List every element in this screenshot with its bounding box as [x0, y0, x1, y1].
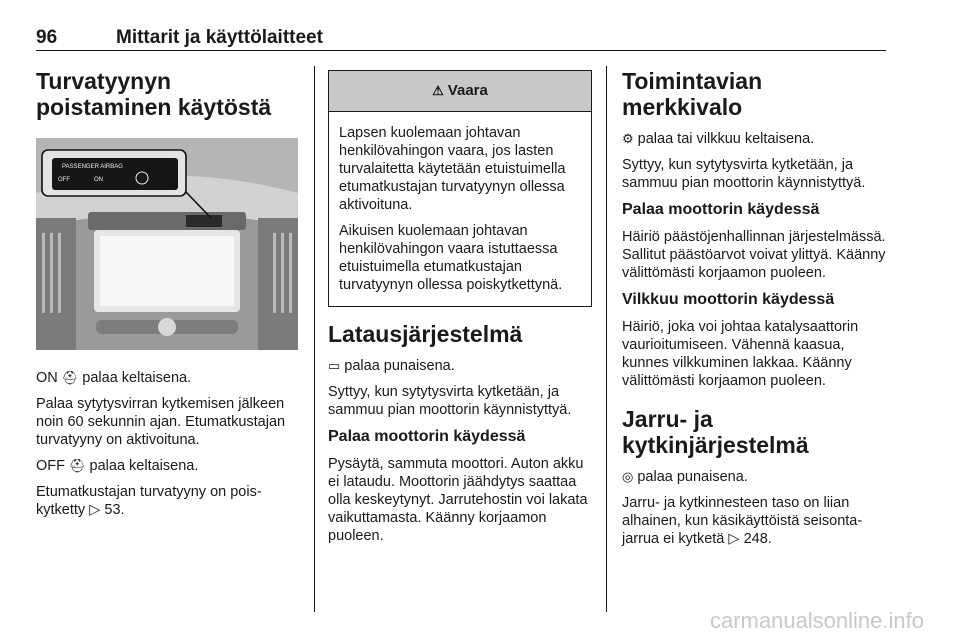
column-2: [328, 66, 592, 553]
warning-text-adult: Aikuisen kuolemaan johtavan henkilövahingon vaara istuttaessa etuistuimella etumatkustajan turvatyynyn ollessa poiskytkettynä.: [339, 223, 563, 293]
warning-box: [328, 70, 592, 307]
dashboard-photo: [36, 138, 298, 350]
header-rule: [36, 50, 886, 51]
page-header: [36, 27, 323, 49]
subheading-lit-running: Palaa moottorin käydessä: [622, 201, 820, 218]
paragraph-brake-lamp: ◎ palaa punaisena.: [622, 469, 748, 485]
section-heading-airbag: Turvatyynyn poistaminen käytöstä: [36, 68, 272, 120]
page-ref-link[interactable]: 248.: [743, 531, 772, 547]
watermark: carmanualsonline.info: [709, 608, 924, 633]
page-title: Mittarit ja käyttölaitteet: [116, 27, 323, 48]
column-divider-2: [606, 66, 607, 612]
photo-label-on: ON: [94, 177, 103, 183]
paragraph-duration: Palaa sytytysvirran kytkemisen jälkeen noin 60 sekunnin ajan. Etumatkustajan turvatyyny on aktivoituna.: [36, 396, 286, 448]
page-ref-link[interactable]: 53.: [104, 502, 125, 518]
warning-icon: ⚠: [432, 83, 444, 98]
page-ref-arrow-icon: ▷: [728, 531, 740, 547]
paragraph-malfunction-lamp: ⚙ palaa tai vilkkuu keltaisena.: [622, 131, 815, 147]
section-heading-charging: Latausjärjestelmä: [328, 321, 523, 347]
paragraph-charging-lamp: ▭ palaa punaisena.: [328, 358, 455, 374]
paragraph-charging-ignition: Syttyy, kun sytytysvirta kytketään, ja sammuu pian moottorin käynnistyttyä.: [328, 384, 572, 418]
paragraph-charging-fault: Pysäytä, sammuta moottori. Auton akku ei lataudu. Moottorin jäähdytys saattaa olla keskeytynyt. Jarrutehostin voi lakata vaikuttamasta. Käänny korjaamon puoleen.: [328, 456, 588, 544]
page-ref-arrow-icon: ▷: [89, 502, 101, 518]
battery-icon: ▭: [328, 358, 341, 373]
paragraph-off: OFF ⛑ palaa keltaisena.: [36, 458, 199, 474]
section-heading-malfunction: Toimintavian merkkivalo: [622, 68, 763, 120]
brake-icon: ◎: [622, 469, 634, 484]
paragraph-malfunction-ignition: Syttyy, kun sytytysvirta kytketään, ja sammuu pian moottorin käynnistyttyä.: [622, 157, 866, 191]
column-divider-1: [314, 66, 315, 612]
airbag-off-icon: ⛑: [69, 458, 86, 473]
subheading-flashing-running: Vilkkuu moottorin käydessä: [622, 291, 835, 308]
engine-icon: ⚙: [622, 131, 634, 146]
paragraph-catalyst-fault: Häiriö, joka voi johtaa katalysaattorin vaurioitumiseen. Vähennä kaasua, kunnes vilkkuminen lakkaa. Käänny välittömästi korjaamon puoleen.: [622, 319, 859, 389]
page-number: 96: [36, 27, 58, 48]
column-3: [622, 68, 888, 556]
column-1: [36, 68, 300, 527]
paragraph-emission-fault: Häiriö päästöjenhallinnan järjestelmässä. Sallitut päästöarvot voivat ylittyä. Käänny välittömästi korjaamon puoleen.: [622, 229, 886, 281]
subheading-engine-running: Palaa moottorin käydessä: [328, 428, 526, 445]
photo-label-passenger-airbag: PASSENGER AIRBAG: [62, 164, 123, 170]
section-heading-brake: Jarru- ja kytkinjärjestelmä: [622, 406, 809, 458]
photo-label-off: OFF: [58, 177, 70, 183]
paragraph-disabled: Etumatkustajan turvatyyny on poiskytketty ▷ 53.: [36, 484, 262, 518]
paragraph-brake-fluid: Jarru- ja kytkinnesteen taso on liian alhainen, kun käsikäyttöistä seisontajarrua ei kytketä ▷ 248.: [622, 495, 863, 547]
warning-text-child: Lapsen kuolemaan johtavan henkilövahingon vaara, jos lasten turvalaitetta käytetään etuistuimella etumatkustajan turvatyynyn ollessa aktivoituna.: [339, 125, 566, 213]
airbag-on-icon: ⛑: [61, 370, 79, 385]
paragraph-on: ON ⛑ palaa keltaisena.: [36, 370, 192, 386]
warning-header: ⚠ Vaara: [329, 71, 591, 112]
